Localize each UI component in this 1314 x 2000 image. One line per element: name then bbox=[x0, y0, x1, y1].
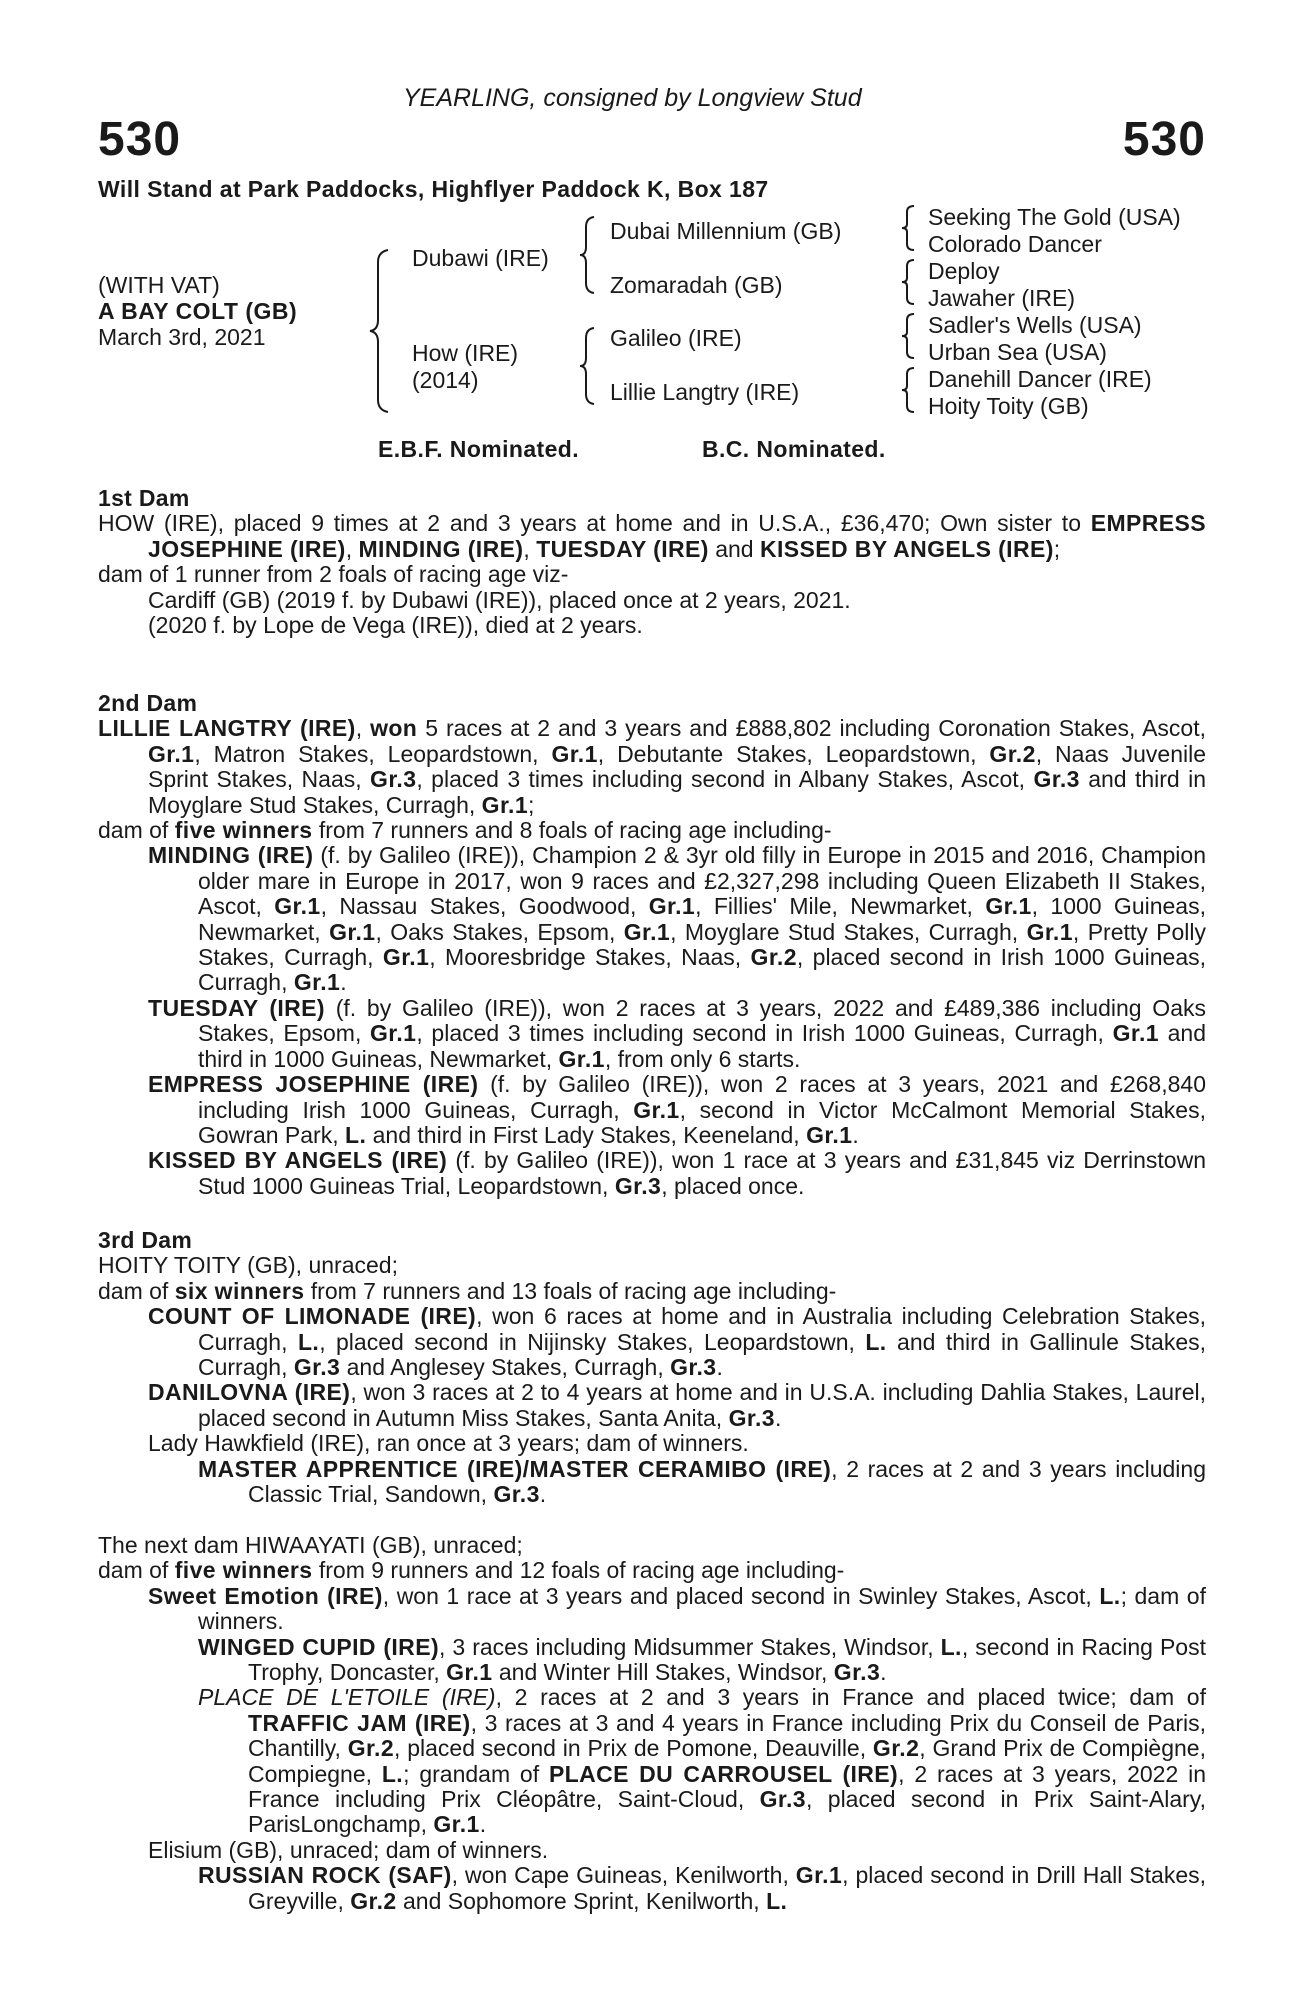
dam-dam: Lillie Langtry (IRE) bbox=[610, 379, 800, 405]
first-dam-section bbox=[98, 486, 1206, 638]
foaling-date: March 3rd, 2021 bbox=[98, 324, 266, 350]
consignor-line: YEARLING, consigned by Longview Stud bbox=[403, 84, 862, 112]
gen3-brace-1 bbox=[900, 204, 918, 252]
stand-location: Will Stand at Park Paddocks, Highflyer Paddock K, Box 187 bbox=[98, 176, 769, 202]
vat-note: (WITH VAT) bbox=[98, 272, 220, 298]
ebf-nominated: E.B.F. Nominated. bbox=[378, 436, 580, 462]
produce-entry-tuesday: TUESDAY (IRE) (f. by Galileo (IRE)), won 2 races at 3 years, 2022 and £489,386 including Oaks Stakes, Epsom, Gr.1, placed 3 times including second in Irish 1000 Guineas, Curragh, Gr.1 and third in 1000 Guineas, Newmarket, Gr.1, from only 6 starts. bbox=[148, 994, 1207, 1072]
produce-entry-elisium: Elisium (GB), unraced; dam of winners. bbox=[148, 1836, 549, 1863]
gen3-brace-2 bbox=[900, 258, 918, 306]
sire-sire: Dubai Millennium (GB) bbox=[610, 218, 842, 244]
produce-entry-master-apprentice: MASTER APPRENTICE (IRE)/MASTER CERAMIBO (IRE), 2 races at 2 and 3 years including Classic Trial, Sandown, Gr.3. bbox=[198, 1455, 1206, 1508]
fourth-dam-record: The next dam HIWAAYATI (GB), unraced; bbox=[98, 1532, 523, 1558]
produce-entry-lady-hawkfield: Lady Hawkfield (IRE), ran once at 3 years; dam of winners. bbox=[148, 1430, 749, 1457]
lot-number-right: 530 bbox=[1122, 113, 1206, 166]
produce-entry-sweet-emotion: Sweet Emotion (IRE), won 1 race at 3 years and placed second in Swinley Stakes, Ascot, L.; dam of winners. bbox=[148, 1582, 1206, 1635]
gen3-2: Colorado Dancer bbox=[928, 231, 1102, 257]
gen3-3: Deploy bbox=[928, 258, 1000, 284]
gen3-5: Sadler's Wells (USA) bbox=[928, 312, 1142, 338]
dam-brace bbox=[578, 326, 598, 406]
dam-name: How (IRE) bbox=[412, 340, 519, 366]
third-dam-record: HOITY TOITY (GB), unraced; bbox=[98, 1252, 398, 1279]
gen3-8: Hoity Toity (GB) bbox=[928, 393, 1089, 419]
produce-entry-place-de-l-etoile: PLACE DE L'ETOILE (IRE), 2 races at 2 and 3 years in France and placed twice; dam of TRAFFIC JAM (IRE), 3 races at 3 and 4 years in France including Prix du Conseil de Paris, Chantilly, Gr.2, placed second in Prix de Pomone, Deauville, Gr.2, Grand Prix de Compiègne, Compiegne, L.; grandam of PLACE DU CARROUSEL (IRE), 2 races at 3 years, 2022 in France including Prix Cléopâtre, Saint-Cloud, Gr.3, placed second in Prix Saint-Alary, ParisLongchamp, Gr.1. bbox=[198, 1684, 1207, 1838]
third-dam-section bbox=[98, 1228, 1206, 1507]
second-dam-record: LILLIE LANGTRY (IRE), won 5 races at 2 and 3 years and £888,802 including Coronation Stakes, Ascot, Gr.1, Matron Stakes, Leopardstown, Gr.1, Debutante Stakes, Leopardstown, Gr.2, Naas Juvenile Sprint Stakes, Naas, Gr.3, placed 3 times including second in Albany Stakes, Ascot, Gr.3 and third in Moyglare Stud Stakes, Curragh, Gr.1; bbox=[98, 715, 1207, 818]
pedigree-brace-main bbox=[368, 248, 392, 414]
first-dam-record: HOW (IRE), placed 9 times at 2 and 3 years at home and in U.S.A., £36,470; Own sister to EMPRESS JOSEPHINE (IRE), MINDING (IRE), TUESDAY (IRE) and KISSED BY ANGELS (IRE); bbox=[98, 510, 1206, 562]
produce-entry-winged-cupid: WINGED CUPID (IRE), 3 races including Midsummer Stakes, Windsor, L., second in Racing Post Trophy, Doncaster, Gr.1 and Winter Hill Stakes, Windsor, Gr.3. bbox=[198, 1633, 1206, 1686]
gen3-6: Urban Sea (USA) bbox=[928, 339, 1107, 365]
gen3-brace-3 bbox=[900, 312, 918, 360]
produce-entry-danilovna: DANILOVNA (IRE), won 3 races at 2 to 4 years at home and in U.S.A. including Dahlia Stakes, Laurel, placed second in Autumn Miss Stakes, Santa Anita, Gr.3. bbox=[148, 1379, 1206, 1431]
produce-entry: Cardiff (GB) (2019 f. by Dubawi (IRE)), placed once at 2 years, 2021. bbox=[148, 586, 851, 613]
gen3-4: Jawaher (IRE) bbox=[928, 285, 1075, 311]
fourth-dam-section bbox=[98, 1533, 1206, 1914]
second-dam-heading: 2nd Dam bbox=[98, 690, 198, 716]
gen3-brace-4 bbox=[900, 366, 918, 414]
gen3-1: Seeking The Gold (USA) bbox=[928, 204, 1181, 230]
produce-entry-kissed-by-angels: KISSED BY ANGELS (IRE) (f. by Galileo (IRE)), won 1 race at 3 years and £31,845 viz Derrinstown Stud 1000 Guineas Trial, Leopardstown, Gr.3, placed once. bbox=[148, 1147, 1206, 1199]
produce-entry-empress-josephine: EMPRESS JOSEPHINE (IRE) (f. by Galileo (IRE)), won 2 races at 3 years, 2021 and £268,840 including Irish 1000 Guineas, Curragh, Gr.1, second in Victor McCalmont Memorial Stakes, Gowran Park, L. and third in First Lady Stakes, Keeneland, Gr.1. bbox=[148, 1071, 1206, 1148]
produce-entry: (2020 f. by Lope de Vega (IRE)), died at 2 years. bbox=[148, 612, 643, 639]
fourth-dam-produce-summary: dam of five winners from 9 runners and 12 foals of racing age including- bbox=[98, 1557, 845, 1584]
third-dam-produce-summary: dam of six winners from 7 runners and 13 foals of racing age including- bbox=[98, 1277, 837, 1304]
first-dam-produce-summary: dam of 1 runner from 2 foals of racing age viz- bbox=[98, 561, 569, 588]
gen3-7: Danehill Dancer (IRE) bbox=[928, 366, 1152, 392]
bc-nominated: B.C. Nominated. bbox=[702, 436, 886, 462]
lot-number-left: 530 bbox=[98, 113, 182, 166]
second-dam-produce-summary: dam of five winners from 7 runners and 8 foals of racing age including- bbox=[98, 817, 832, 844]
produce-entry-minding: MINDING (IRE) (f. by Galileo (IRE)), Champion 2 & 3yr old filly in Europe in 2015 and 2016, Champion older mare in Europe in 2017, won 9 races and £2,327,298 including Queen Elizabeth II Stakes, Ascot, Gr.1, Nassau Stakes, Goodwood, Gr.1, Fillies' Mile, Newmarket, Gr.1, 1000 Guineas, Newmarket, Gr.1, Oaks Stakes, Epsom, Gr.1, Moyglare Stud Stakes, Curragh, Gr.1, Pretty Polly Stakes, Curragh, Gr.1, Mooresbridge Stakes, Naas, Gr.2, placed second in Irish 1000 Guineas, Curragh, Gr.1. bbox=[148, 842, 1207, 996]
dam-year: (2014) bbox=[412, 367, 479, 393]
produce-entry-russian-rock: RUSSIAN ROCK (SAF), won Cape Guineas, Kenilworth, Gr.1, placed second in Drill Hall Stakes, Greyville, Gr.2 and Sophomore Sprint, Kenilworth, L. bbox=[198, 1862, 1207, 1914]
produce-entry-count-of-limonade: COUNT OF LIMONADE (IRE), won 6 races at home and in Australia including Celebration Stakes, Curragh, L., placed second in Nijinsky Stakes, Leopardstown, L. and third in Gallinule Stakes, Curragh, Gr.3 and Anglesey Stakes, Curragh, Gr.3. bbox=[148, 1303, 1207, 1381]
first-dam-heading: 1st Dam bbox=[98, 485, 190, 511]
second-dam-section bbox=[98, 691, 1206, 1199]
sire-name: Dubawi (IRE) bbox=[412, 245, 549, 271]
dam-sire: Galileo (IRE) bbox=[610, 325, 742, 351]
sire-dam: Zomaradah (GB) bbox=[610, 272, 783, 298]
third-dam-heading: 3rd Dam bbox=[98, 1227, 193, 1253]
horse-name: A BAY COLT (GB) bbox=[98, 298, 298, 324]
sire-brace bbox=[578, 215, 598, 295]
